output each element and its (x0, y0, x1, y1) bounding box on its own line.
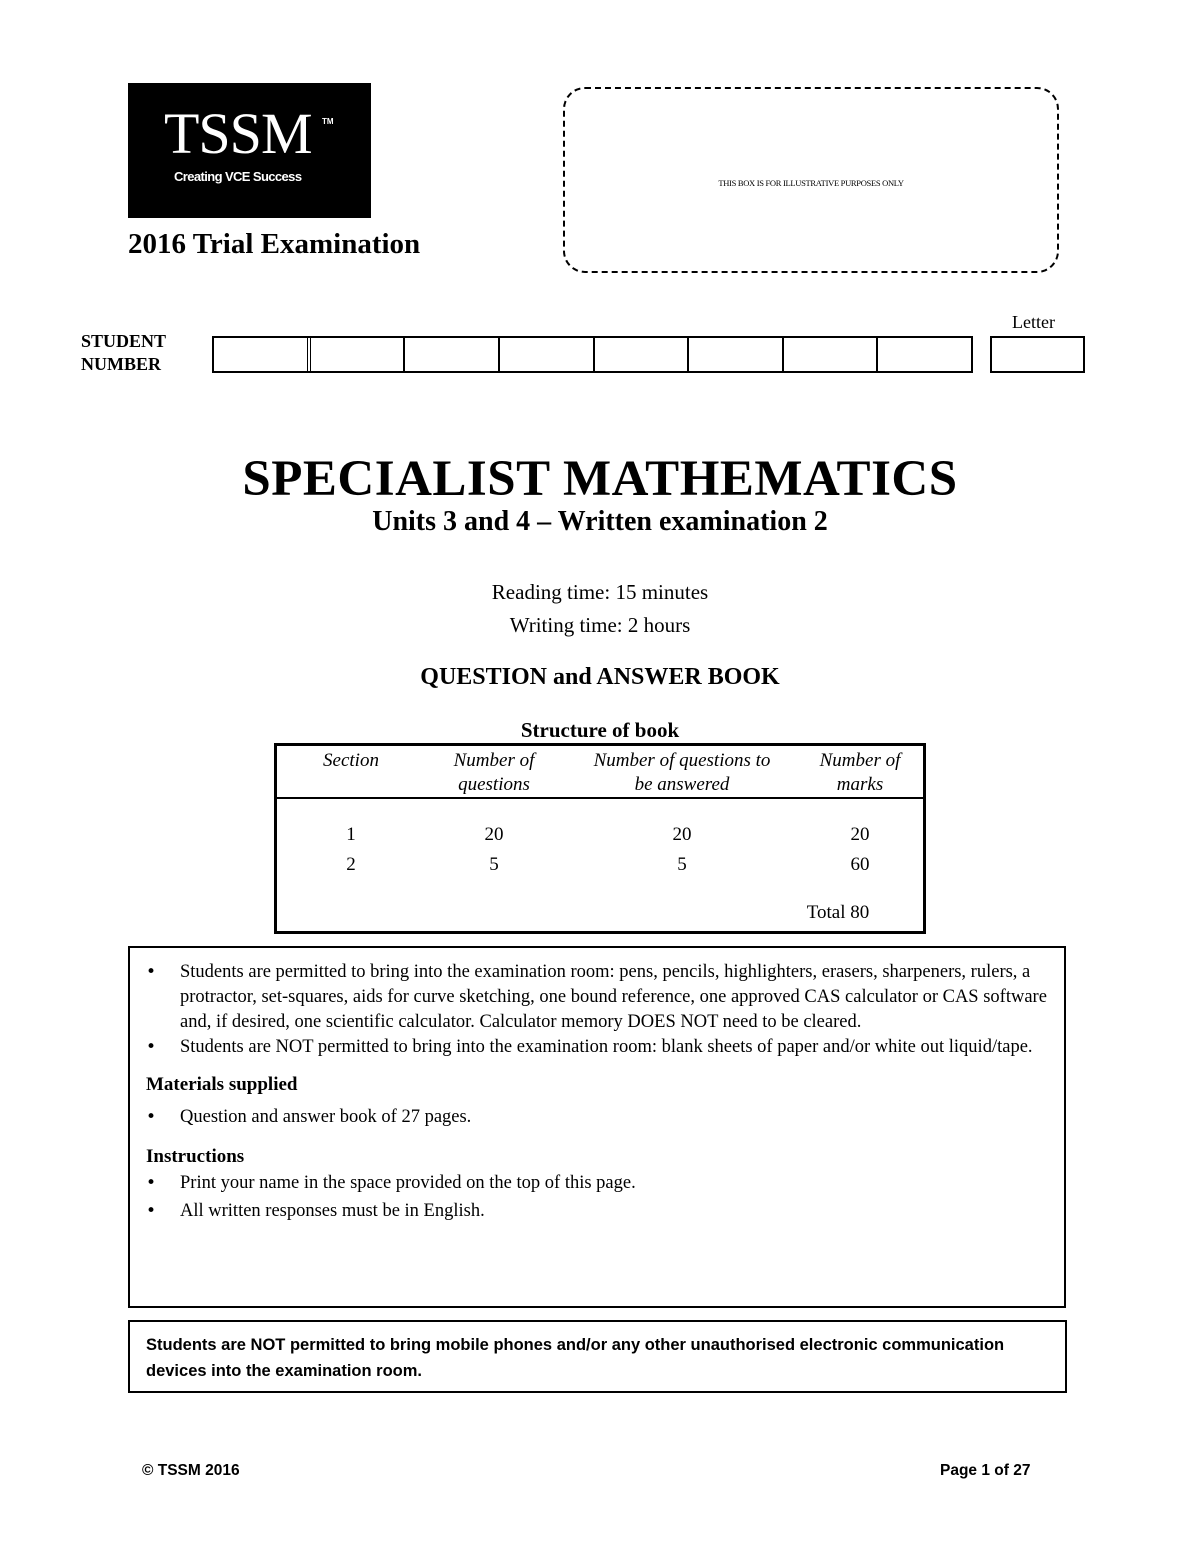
reading-time: Reading time: 15 minutes (491, 580, 709, 604)
instruction-bullet: • Print your name in the space provided on the top of this page. (146, 1171, 1048, 1196)
table-cell: 20 (484, 824, 504, 845)
student-number-digit-box[interactable] (878, 338, 971, 371)
student-number-label-line1: STUDENT (81, 331, 167, 351)
subject-title: SPECIALIST MATHEMATICS (242, 451, 958, 507)
materials-heading: Materials supplied (146, 1074, 298, 1095)
student-number-digit-box[interactable] (311, 338, 406, 371)
permitted-items-bullet: • Students are permitted to bring into the examination room: pens, pencils, highlighters, erasers, sharpeners, rulers, a protractor, set-squares, aids for curve sketching, one bound reference, one approved CAS calculator or CAS software and, if desired, one scientific calculator. Calculator memory DOES NOT need to be cleared. (146, 960, 1048, 1035)
table-cell: 5 (677, 854, 687, 875)
student-number-digit-box[interactable] (500, 338, 595, 371)
student-number-digit-box[interactable] (405, 338, 500, 371)
student-number-digit-box[interactable] (214, 338, 311, 371)
tssm-logo (128, 83, 371, 218)
header-number-of-questions: Number of questions (453, 750, 535, 795)
instruction-bullet: • All written responses must be in English. (146, 1199, 1048, 1224)
book-title: QUESTION and ANSWER BOOK (420, 664, 780, 690)
illustrative-box (563, 87, 1059, 273)
table-cell: 5 (489, 854, 499, 875)
structure-table (274, 743, 926, 934)
footer-page-number: Page 1 of 27 (940, 1462, 1031, 1479)
student-number-digit-box[interactable] (689, 338, 784, 371)
footer-copyright: © TSSM 2016 (142, 1462, 240, 1479)
header-number-of-marks: Number of marks (819, 750, 901, 795)
instructions-heading: Instructions (146, 1146, 245, 1167)
structure-title: Structure of book (520, 718, 680, 742)
logo-name: TSSM (164, 101, 312, 166)
exam-subtitle: Units 3 and 4 – Written examination 2 (372, 506, 828, 537)
letter-box[interactable] (990, 336, 1085, 373)
illustrative-box-text: THIS BOX IS FOR ILLUSTRATIVE PURPOSES ONLY (718, 178, 904, 188)
letter-label: Letter (1012, 312, 1055, 332)
student-number-digit-box[interactable] (784, 338, 879, 371)
warning-box (128, 1320, 1067, 1393)
table-cell: 20 (672, 824, 692, 845)
table-cell: 60 (850, 854, 870, 875)
instructions-box (128, 946, 1066, 1308)
logo-tagline: Creating VCE Success (174, 169, 302, 184)
table-total: Total 80 (806, 902, 870, 923)
materials-bullet: • Question and answer book of 27 pages. (146, 1105, 1048, 1130)
not-permitted-items-bullet: • Students are NOT permitted to bring into the examination room: blank sheets of paper and/or white out liquid/tape. (146, 1035, 1048, 1060)
structure-table-header (277, 746, 923, 799)
header-questions-to-answer: Number of questions to be answered (593, 750, 771, 795)
student-number-label-line2: NUMBER (81, 354, 161, 374)
student-number-boxes (212, 336, 973, 373)
writing-time: Writing time: 2 hours (509, 613, 691, 637)
table-cell: 1 (346, 824, 356, 845)
logo-trademark: TM (322, 117, 334, 126)
warning-text: Students are NOT permitted to bring mobile phones and/or any other unauthorised electronic communication devices into the examination room. (146, 1336, 1005, 1380)
table-cell: 2 (346, 854, 356, 875)
student-number-label (81, 330, 166, 376)
header-section: Section (323, 750, 379, 771)
student-number-digit-box[interactable] (595, 338, 690, 371)
table-cell: 20 (850, 824, 870, 845)
exam-title: 2016 Trial Examination (128, 228, 421, 260)
